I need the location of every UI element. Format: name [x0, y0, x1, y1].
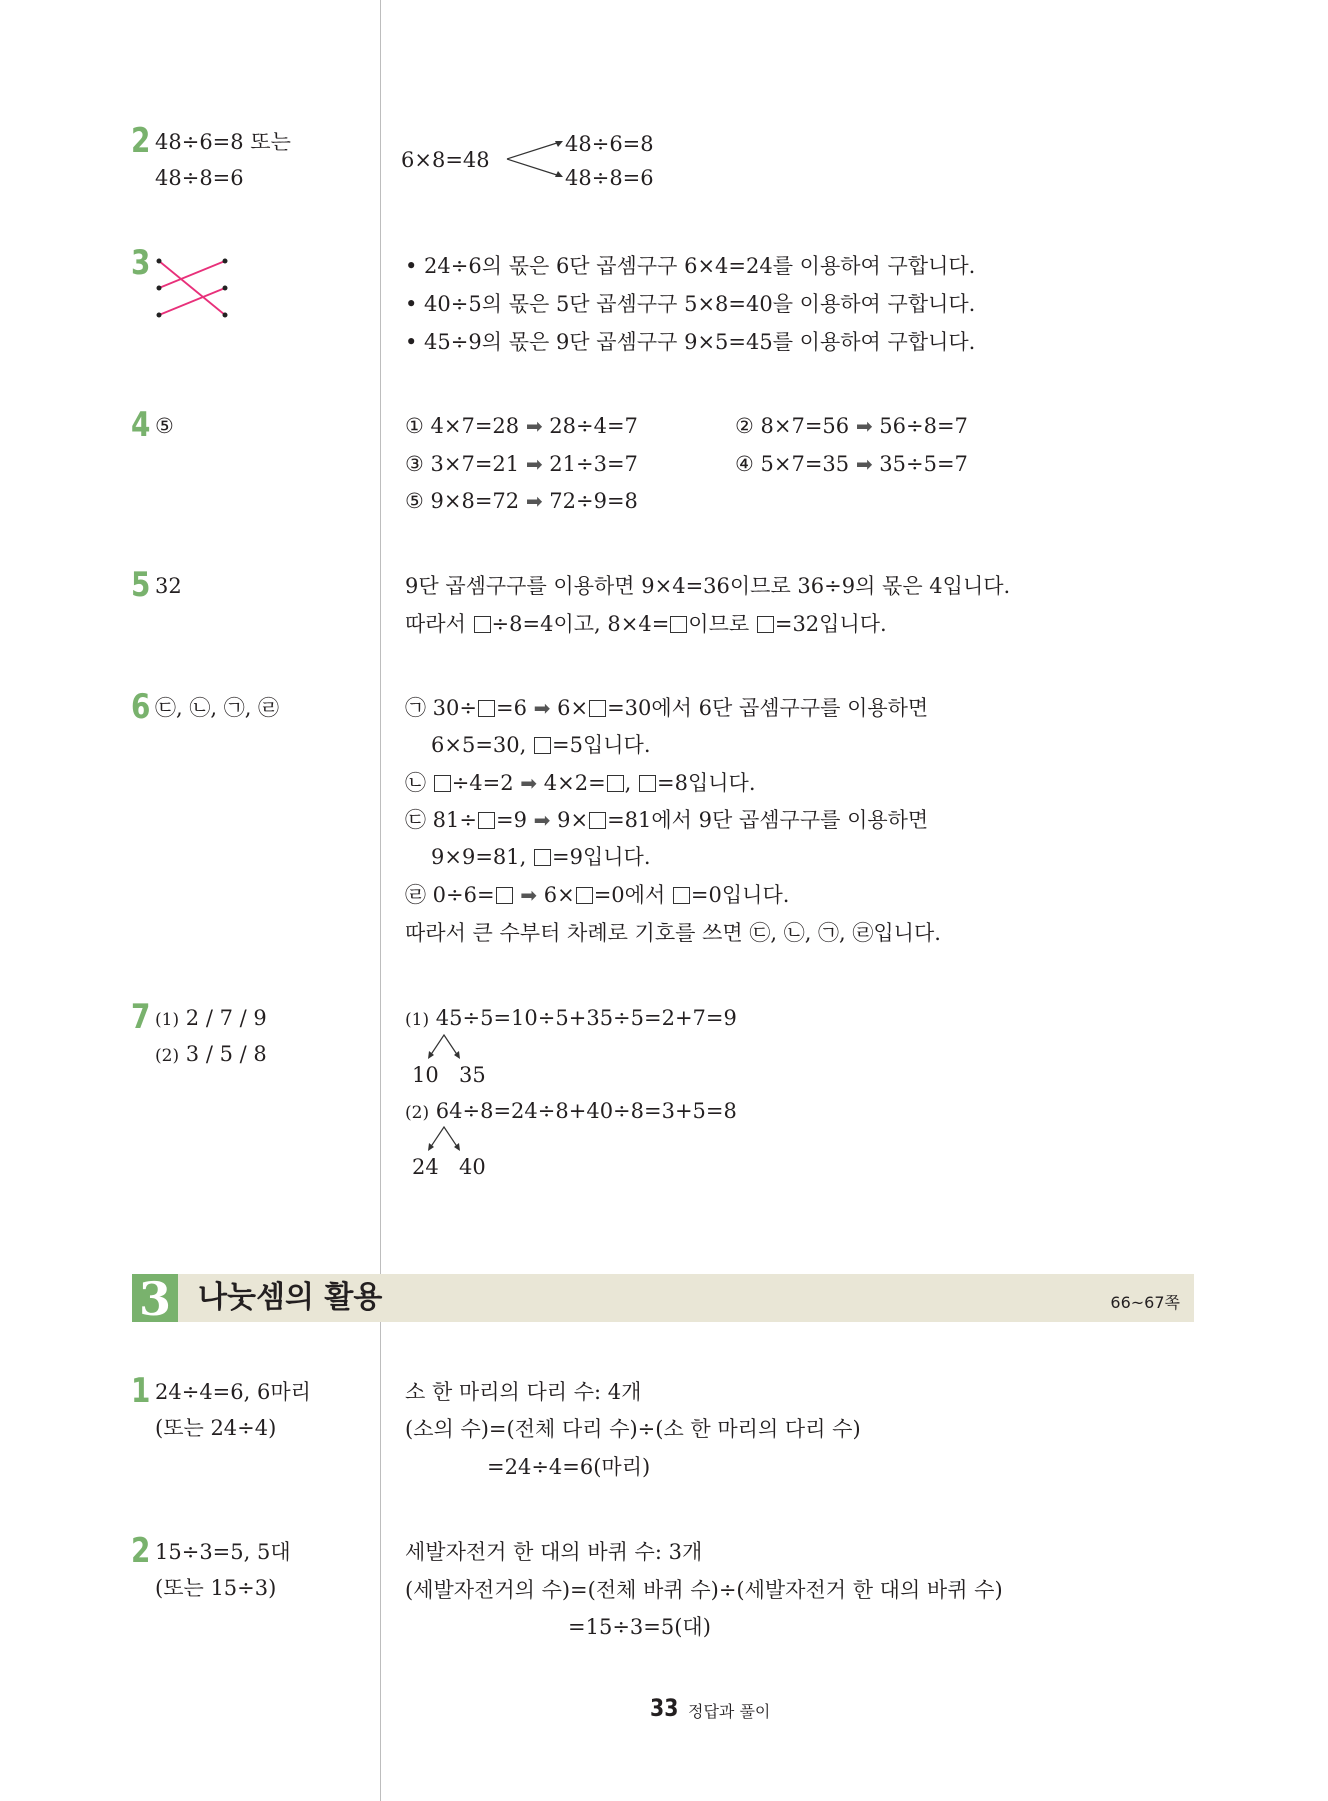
- arrow-right-icon: ➡: [855, 452, 873, 476]
- answer-line: (또는 24÷4): [155, 1416, 277, 1440]
- expl-line: • 24÷6의 몫은 6단 곱셈구구 6×4=24를 이용하여 구합니다.: [405, 254, 976, 278]
- problem-number: 3: [131, 243, 151, 283]
- expl-line: 소 한 마리의 다리 수: 4개: [405, 1380, 642, 1404]
- answer-line: 48÷8=6: [155, 166, 244, 190]
- expl-line: 세발자전거 한 대의 바퀴 수: 3개: [405, 1540, 703, 1564]
- expl-line: ② 8×7=56 ➡ 56÷8=7: [735, 414, 968, 438]
- expl-line: =15÷3=5(대): [568, 1615, 711, 1639]
- problem-number: 7: [131, 997, 151, 1037]
- answer-line: (1) 2 / 7 / 9: [155, 1006, 267, 1030]
- answer-line: (또는 15÷3): [155, 1576, 277, 1600]
- section-title: 나눗셈의 활용: [198, 1280, 383, 1315]
- matching-lines-diagram: [152, 252, 230, 322]
- answer-line: ㉢, ㉡, ㉠, ㉣: [155, 696, 280, 720]
- blank-box: [639, 775, 656, 792]
- arrow-right-icon: ➡: [525, 452, 543, 476]
- expl-line: ㉠ 30÷ =6 ➡ 6× =30에서 6단 곱셈구구를 이용하면: [405, 696, 929, 720]
- problem-number: 2: [131, 1531, 151, 1571]
- expl-line: ㉢ 81÷ =9 ➡ 9× =81에서 9단 곱셈구구를 이용하면: [405, 808, 929, 832]
- answer-line: 15÷3=5, 5대: [155, 1540, 291, 1564]
- footer-label: 정답과 풀이: [688, 1702, 771, 1721]
- problem-number: 5: [131, 565, 151, 605]
- answer-line: 48÷6=8 또는: [155, 130, 291, 154]
- expl-text: 6×8=48: [401, 148, 490, 172]
- expl-text: 40: [459, 1155, 486, 1179]
- expl-line: ① 4×7=28 ➡ 28÷4=7: [405, 414, 638, 438]
- blank-box: [607, 775, 624, 792]
- expl-line: (소의 수)=(전체 다리 수)÷(소 한 마리의 다리 수): [405, 1417, 861, 1441]
- arrow-right-icon: ➡: [525, 489, 543, 513]
- arrow-right-icon: ➡: [533, 808, 551, 832]
- blank-box: [673, 887, 690, 904]
- blank-box: [589, 812, 606, 829]
- blank-box: [496, 887, 513, 904]
- expl-line: 따라서 큰 수부터 차례로 기호를 쓰면 ㉢, ㉡, ㉠, ㉣입니다.: [405, 921, 941, 945]
- expl-line: (2) 64÷8=24÷8+40÷8=3+5=8: [405, 1099, 737, 1123]
- expl-line: 9×9=81, =9입니다.: [431, 845, 651, 869]
- blank-box: [670, 616, 687, 633]
- arrow-right-icon: ➡: [525, 414, 543, 438]
- expl-line: ③ 3×7=21 ➡ 21÷3=7: [405, 452, 638, 476]
- expl-text: 35: [459, 1063, 486, 1087]
- page-number: 33: [650, 1694, 679, 1722]
- expl-line: (1) 45÷5=10÷5+35÷5=2+7=9: [405, 1006, 737, 1030]
- expl-line: 6×5=30, =5입니다.: [431, 733, 651, 757]
- arrow-right-icon: ➡: [855, 414, 873, 438]
- blank-box: [534, 849, 551, 866]
- blank-box: [757, 616, 774, 633]
- split-arrows-icon: [505, 136, 567, 182]
- blank-box: [534, 737, 551, 754]
- expl-line: (세발자전거의 수)=(전체 바퀴 수)÷(세발자전거 한 대의 바퀴 수): [405, 1578, 1003, 1602]
- expl-line: ⑤ 9×8=72 ➡ 72÷9=8: [405, 489, 638, 513]
- split-arrows-icon: [424, 1032, 464, 1060]
- expl-text: 24: [412, 1155, 439, 1179]
- problem-number: 4: [131, 405, 151, 445]
- blank-box: [474, 616, 491, 633]
- expl-line: ㉣ 0÷6= ➡ 6× =0에서 =0입니다.: [405, 883, 790, 907]
- arrow-right-icon: ➡: [533, 696, 551, 720]
- blank-box: [434, 775, 451, 792]
- problem-number: 1: [131, 1371, 151, 1411]
- expl-text: 48÷8=6: [565, 166, 654, 190]
- answer-line: 32: [155, 574, 182, 598]
- expl-line: 9단 곱셈구구를 이용하면 9×4=36이므로 36÷9의 몫은 4입니다.: [405, 574, 1011, 598]
- expl-line: 따라서 ÷8=4이고, 8×4= 이므로 =32입니다.: [405, 612, 887, 636]
- expl-text: 10: [412, 1063, 439, 1087]
- problem-number: 6: [131, 687, 151, 727]
- split-arrows-icon: [424, 1124, 464, 1152]
- answer-line: ⑤: [155, 414, 174, 438]
- blank-box: [478, 700, 495, 717]
- answer-line: 24÷4=6, 6마리: [155, 1380, 311, 1404]
- expl-line: • 40÷5의 몫은 5단 곱셈구구 5×8=40을 이용하여 구합니다.: [405, 292, 976, 316]
- column-divider: [380, 0, 381, 1801]
- answer-line: (2) 3 / 5 / 8: [155, 1042, 267, 1066]
- blank-box: [589, 700, 606, 717]
- arrow-right-icon: ➡: [520, 771, 538, 795]
- expl-line: ㉡ ÷4=2 ➡ 4×2= , =8입니다.: [405, 771, 756, 795]
- section-pages: 66~67쪽: [1110, 1293, 1180, 1312]
- blank-box: [576, 887, 593, 904]
- expl-line: • 45÷9의 몫은 9단 곱셈구구 9×5=45를 이용하여 구합니다.: [405, 330, 976, 354]
- expl-line: ④ 5×7=35 ➡ 35÷5=7: [735, 452, 968, 476]
- problem-number: 2: [131, 121, 151, 161]
- section-number: 3: [132, 1274, 178, 1322]
- expl-line: =24÷4=6(마리): [487, 1455, 651, 1479]
- expl-text: 48÷6=8: [565, 132, 654, 156]
- blank-box: [478, 812, 495, 829]
- arrow-right-icon: ➡: [520, 883, 538, 907]
